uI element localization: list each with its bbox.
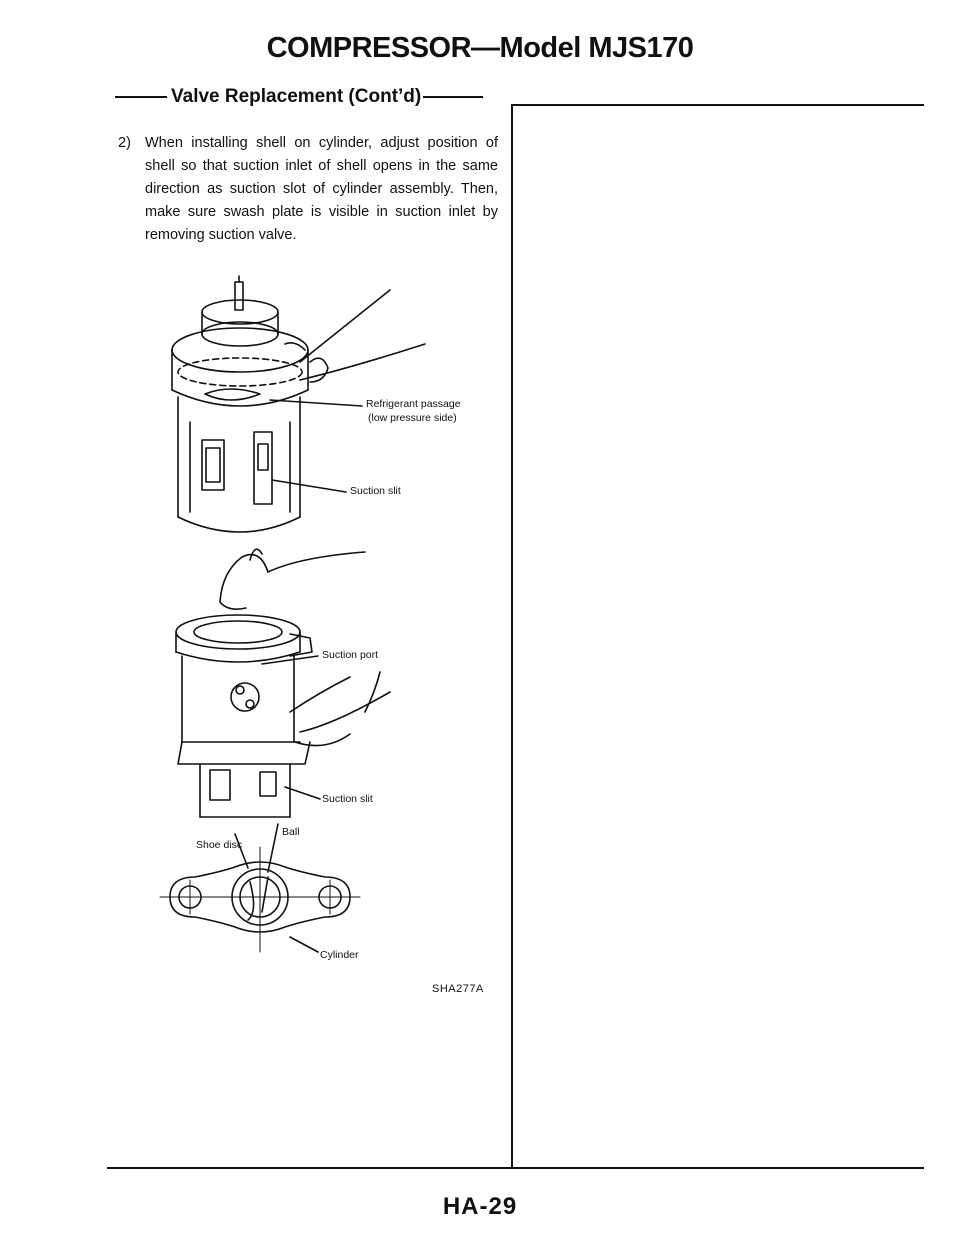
callout-cylinder: Cylinder	[320, 949, 359, 961]
callout-shoe-disc: Shoe disc	[196, 839, 243, 851]
section-heading-label: Valve Replacement (Cont’d)	[171, 86, 422, 107]
page-number: HA-29	[442, 1193, 518, 1220]
callout-suction-slit-bottom: Suction slit	[322, 793, 373, 805]
column-divider	[511, 104, 513, 1168]
figure-id: SHA277A	[432, 983, 484, 995]
heading-lead-rule	[115, 96, 167, 98]
section-heading	[115, 86, 483, 108]
callout-refrigerant-passage: Refrigerant passage	[366, 398, 461, 410]
footer-rule	[107, 1167, 924, 1169]
step-number: 2)	[118, 135, 131, 151]
callout-suction-slit-top: Suction slit	[350, 485, 401, 497]
callout-ball: Ball	[282, 826, 300, 838]
shoe-disc-top-view	[160, 824, 360, 952]
illustration-figure	[150, 272, 505, 1002]
heading-trail-rule	[423, 96, 483, 98]
step-text: When installing shell on cylinder, adjust position of shell so that suction inlet of shell opens in the same direction as suction slot of cylinder assembly. Then, make sure swash plate is visible in suction inlet by removing suction valve.	[145, 135, 498, 243]
header-rule	[512, 104, 924, 106]
callout-low-pressure-side: (low pressure side)	[368, 412, 457, 424]
page-title: COMPRESSOR—Model MJS170	[266, 32, 694, 64]
suction-inlet-drawing	[176, 549, 390, 817]
callout-suction-port: Suction port	[322, 649, 379, 661]
procedure-step	[118, 132, 498, 247]
compressor-illustration	[150, 272, 505, 1002]
